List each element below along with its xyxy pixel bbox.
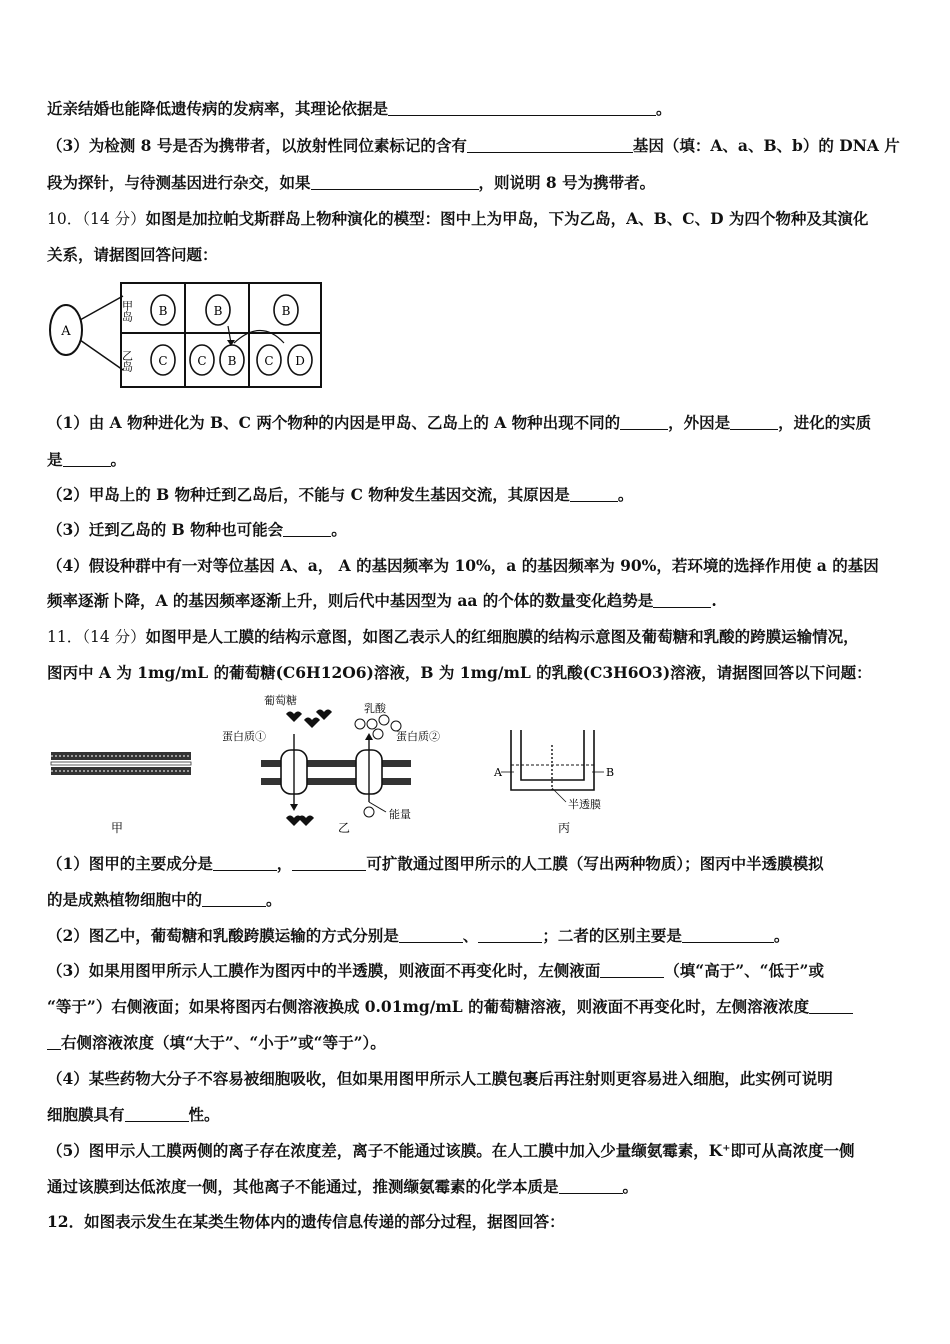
answer-blank[interactable] <box>399 926 463 943</box>
panel-label: 丙 <box>558 821 571 835</box>
species-label: B <box>158 304 168 318</box>
text: 。 <box>622 1177 639 1196</box>
lactic-label: 乳酸 <box>364 702 386 715</box>
side-a-label: A <box>494 766 502 779</box>
q11-sub-3-cont <box>47 996 853 1018</box>
text: 。 <box>617 485 634 504</box>
q11-sub-3-cont2 <box>47 1032 386 1054</box>
text: 细胞膜具有 <box>47 1105 125 1124</box>
answer-blank[interactable] <box>653 591 711 608</box>
text: 的是成熟植物细胞中的 <box>47 890 203 909</box>
answer-blank[interactable] <box>570 485 618 502</box>
text: 通过该膜到达低浓度一侧，其他离子不能通过，推测缬氨霉素的化学本质是 <box>47 1177 559 1196</box>
island-bottom-label: 乙岛 <box>120 350 134 372</box>
q11-sub-2 <box>47 925 789 947</box>
text: ， <box>276 854 293 873</box>
text: （3）如果用图甲所示人工膜作为图丙中的半透膜，则液面不再变化时，左侧液面 <box>47 961 601 980</box>
species-label: C <box>264 354 274 368</box>
text-line-2 <box>47 135 900 157</box>
species-label: B <box>213 304 223 318</box>
answer-blank[interactable] <box>682 926 774 943</box>
text: 可扩散通过图甲所示的人工膜（写出两种物质）；图丙中半透膜模拟 <box>366 854 824 873</box>
text: ，外因是 <box>668 413 731 432</box>
text: 12．如图表示发生在某类生物体内的遗传信息传递的部分过程，据图回答： <box>47 1212 565 1231</box>
text: 如图是加拉帕戈斯群岛上物种演化的模型：图中上为甲岛，下为乙岛，A、B、C、D 为四个物种及其演化 <box>145 209 869 228</box>
text: “等于”）右侧液面；如果将图丙右侧溶液换成 0.01mg/mL 的葡萄糖溶液，则液面不再变化时，左侧溶液浓度 <box>47 997 810 1016</box>
text: 图丙中 A 为 1mg/mL 的葡萄糖(C6H12O6)溶液，B 为 1mg/mL 的乳酸(C3H6O3)溶液，请据图回答以下问题： <box>47 663 872 682</box>
answer-blank[interactable] <box>559 1177 623 1194</box>
q10-sub-3 <box>47 519 347 541</box>
rbc-membrane-diagram <box>222 693 440 826</box>
panel-label: 乙 <box>338 821 351 835</box>
protein2-label: 蛋白质② <box>396 730 440 743</box>
island-evolution-figure <box>46 280 326 390</box>
question-10-stem <box>47 208 868 230</box>
text: （3）为检测 8 号是否为携带者，以放射性同位素标记的含有 <box>47 136 467 155</box>
answer-blank[interactable] <box>283 520 331 537</box>
question-10-stem-2 <box>47 244 218 266</box>
answer-blank[interactable] <box>478 926 542 943</box>
text: 是 <box>47 450 63 469</box>
q11-sub-5 <box>47 1140 854 1162</box>
text: ，则说明 8 号为携带者。 <box>478 173 656 192</box>
q10-sub-4 <box>47 555 879 577</box>
text: （5）图甲示人工膜两侧的离子存在浓度差，离子不能通过该膜。在人工膜中加入少量缬氨霉素，K⁺即可从高浓度一侧 <box>47 1141 855 1160</box>
text: （填“高于”、“低于”或 <box>664 961 824 980</box>
q11-sub-1 <box>47 853 824 875</box>
answer-blank[interactable] <box>213 854 277 871</box>
text: 如图甲是人工膜的结构示意图，如图乙表示人的红细胞膜的结构示意图及葡萄糖和乳酸的跨膜运输情况， <box>145 627 859 646</box>
text: 。 <box>110 450 127 469</box>
text: （1）图甲的主要成分是 <box>47 854 213 873</box>
question-11-stem <box>47 626 859 648</box>
text: （3）迁到乙岛的 B 物种也可能会 <box>47 520 284 539</box>
text: 。 <box>656 99 672 118</box>
text: （1）由 A 物种进化为 B、C 两个物种的内因是甲岛、乙岛上的 A 物种出现不同的 <box>47 413 621 432</box>
q11-sub-4-cont <box>47 1104 220 1126</box>
answer-blank[interactable] <box>809 997 853 1014</box>
species-label: A <box>61 324 71 339</box>
answer-blank[interactable] <box>47 1033 61 1050</box>
answer-blank[interactable] <box>620 413 668 430</box>
text: 。 <box>266 890 282 909</box>
glucose-label: 葡萄糖 <box>264 694 297 707</box>
text-line-1 <box>47 98 672 120</box>
text: 基因（填：A、a、B、b）的 DNA 片 <box>632 136 900 155</box>
text: 。 <box>331 520 347 539</box>
q11-sub-1-cont <box>47 889 282 911</box>
text: 近亲结婚也能降低遗传病的发病率，其理论依据是 <box>47 99 389 118</box>
answer-blank[interactable] <box>125 1105 189 1122</box>
answer-blank[interactable] <box>600 961 664 978</box>
species-label: B <box>281 304 291 318</box>
membrane-label: 半透膜 <box>568 798 601 811</box>
island-top-label: 甲岛 <box>120 300 134 322</box>
question-12-stem <box>47 1211 565 1233</box>
text: 、 <box>462 926 479 945</box>
text-line-3 <box>47 172 655 194</box>
text: 右侧溶液浓度（填“大于”、“小于”或“等于”）。 <box>61 1033 386 1052</box>
text: 关系，请据图回答问题： <box>47 245 218 264</box>
energy-label: 能量 <box>389 808 411 821</box>
species-label: D <box>295 354 305 368</box>
u-tube-diagram <box>493 730 614 811</box>
answer-blank[interactable] <box>202 890 266 907</box>
artificial-membrane-diagram <box>51 752 191 775</box>
q10-sub-1 <box>47 412 871 434</box>
side-b-label: B <box>606 766 615 779</box>
question-number: 11．（14 分） <box>47 628 146 646</box>
q11-sub-5-cont <box>47 1176 638 1198</box>
panel-label: 甲 <box>111 821 124 835</box>
species-label: C <box>158 354 168 368</box>
answer-blank[interactable] <box>311 173 479 190</box>
text: . <box>711 591 717 610</box>
membrane-figure <box>46 690 646 840</box>
text: 。 <box>773 926 790 945</box>
question-11-stem-2 <box>47 662 872 684</box>
answer-blank[interactable] <box>292 854 366 871</box>
text: （2）图乙中，葡萄糖和乳酸跨膜运输的方式分别是 <box>47 926 399 945</box>
text: ；二者的区别主要是 <box>542 926 682 945</box>
question-number: 10．（14 分） <box>47 210 146 228</box>
answer-blank[interactable] <box>63 450 111 467</box>
species-label: C <box>197 354 207 368</box>
answer-blank[interactable] <box>730 413 778 430</box>
q11-sub-4 <box>47 1068 833 1090</box>
q10-sub-1-cont <box>47 449 126 471</box>
island-grid <box>121 283 321 387</box>
q10-sub-4-cont <box>47 590 717 612</box>
text: 性。 <box>188 1105 220 1124</box>
species-label: B <box>227 354 237 368</box>
text: （4）假设种群中有一对等位基因 A、a， A 的基因频率为 10%，a 的基因频率为 90%，若环境的选择作用使 a 的基因 <box>47 556 879 575</box>
text: ，进化的实质 <box>778 413 872 432</box>
protein1-label: 蛋白质① <box>222 730 266 743</box>
q10-sub-2 <box>47 484 633 506</box>
text: （2）甲岛上的 B 物种迁到乙岛后，不能与 C 物种发生基因交流，其原因是 <box>47 485 570 504</box>
answer-blank[interactable] <box>388 99 656 116</box>
q11-sub-3 <box>47 960 824 982</box>
text: 频率逐渐卜降，A 的基因频率逐渐上升，则后代中基因型为 aa 的个体的数量变化趋势是 <box>47 591 654 610</box>
text: 段为探针，与待测基因进行杂交，如果 <box>47 173 311 192</box>
text: （4）某些药物大分子不容易被细胞吸收，但如果用图甲所示人工膜包裹后再注射则更容易进入细胞，此实例可说明 <box>47 1069 833 1088</box>
answer-blank[interactable] <box>467 136 633 153</box>
